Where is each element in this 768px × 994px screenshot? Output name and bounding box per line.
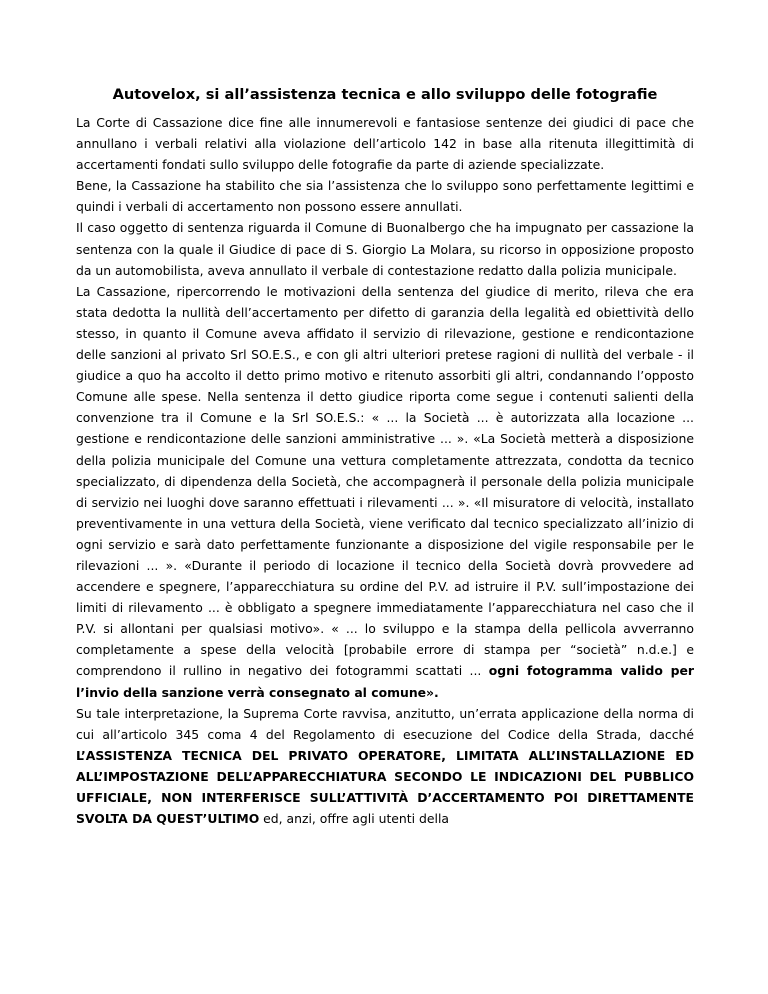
paragraph-5-tail-text: ed, anzi, offre agli utenti della (259, 811, 449, 827)
paragraph-5-text: Su tale interpretazione, la Suprema Corte ravvisa, anzitutto, un’errata applicazione della norma di cui all’articolo 345 coma 4 del Regolamento di esecuzione del Codice della Strada, dacché (76, 705, 694, 742)
document-page (76, 84, 694, 829)
paragraph-4 (76, 281, 694, 703)
paragraph-3 (76, 217, 694, 280)
paragraph-5 (76, 703, 694, 830)
paragraph-2 (76, 175, 694, 217)
paragraph-1 (76, 112, 694, 175)
paragraph-5-bold-text: L’ASSISTENZA TECNICA DEL PRIVATO OPERATORE, LIMITATA ALL’INSTALLAZIONE ED ALL’IMPOSTAZIONE DELL’APPARECCHIATURA SECONDO LE INDICAZIONI DEL PUBBLICO UFFICIALE, NON INTERFERISCE SULL’ATTIVITÀ D’ACCERTAMENTO POI DIRETTAMENTE SVOLTA DA QUEST’ULTIMO (76, 747, 694, 827)
paragraph-3-text: Il caso oggetto di sentenza riguarda il Comune di Buonalbergo che ha impugnato per cassazione la sentenza con la quale il Giudice di pace di S. Giorgio La Molara, su ricorso in opposizione proposto da un automobilista, aveva annullato il verbale di contestazione redatto dalla polizia municipale. (76, 220, 694, 278)
paragraph-2-text: Bene, la Cassazione ha stabilito che sia l’assistenza che lo sviluppo sono perfettamente legittimi e quindi i verbali di accertamento non possono essere annullati. (76, 178, 694, 215)
document-title: Autovelox, si all’assistenza tecnica e allo sviluppo delle fotografie (112, 86, 658, 103)
paragraph-4-text: La Cassazione, ripercorrendo le motivazioni della sentenza del giudice di merito, rileva che era stata dedotta la nullità dell’accertamento per difetto di garanzia della legalità ed obiettività dello stesso, in quanto il Comune aveva affidato il servizio di rilevazione, gestione e rendicontazione delle sanzioni al privato Srl SO.E.S., e con gli altri ulteriori pretese ragioni di nullità del verbale - il giudice a quo ha accolto il detto primo motivo e ritenuto assorbiti gli altri, condannando l’opposto Comune alle spese. Nella sentenza il detto giudice riporta come segue i contenuti salienti della convenzione tra il Comune e la Srl SO.E.S.: « ... la Società ... è autorizzata alla locazione ... gestione e rendicontazione delle sanzioni amministrative ... ». «La Società metterà a disposizione della polizia municipale del Comune una vettura completamente attrezzata, condotta da tecnico specializzato, di dipendenza della Società, che accompagnerà il personale della polizia municipale di servizio nei luoghi dove saranno effettuati i rilevamenti ... ». «Il misuratore di velocità, installato preventivamente in una vettura della Società, viene verificato dal tecnico specializzato all’inizio di ogni servizio e sarà dato perfettamente funzionante a disposizione del vigile responsabile per le rilevazioni ... ». «Durante il periodo di locazione il tecnico della Società dovrà provvedere ad accendere e spegnere, l’apparecchiatura su ordine del P.V. ad istruire il P.V. sull’impostazione dei limiti di rilevamento ... è obbligato a spegnere immediatamente l’apparecchiatura nel caso che il P.V. si allontani per qualsiasi motivo». « ... lo sviluppo e la stampa della pellicola avverranno completamente a spese della velocità [probabile errore di stampa per “società” n.d.e.] e comprendono il rullino in negativo dei fotogrammi scattati ... (76, 283, 694, 679)
document-body (76, 112, 694, 829)
paragraph-1-text: La Corte di Cassazione dice fine alle innumerevoli e fantasiose sentenze dei giudici di pace che annullano i verbali relativi alla violazione dell’articolo 142 in base alla ritenuta illegittimità di accertamenti fondati sullo sviluppo delle fotografie da parte di aziende specializzate. (76, 115, 694, 173)
paragraph-4-bold-text: ogni fotogramma valido per l’invio della sanzione verrà consegnato al comune». (76, 663, 694, 700)
